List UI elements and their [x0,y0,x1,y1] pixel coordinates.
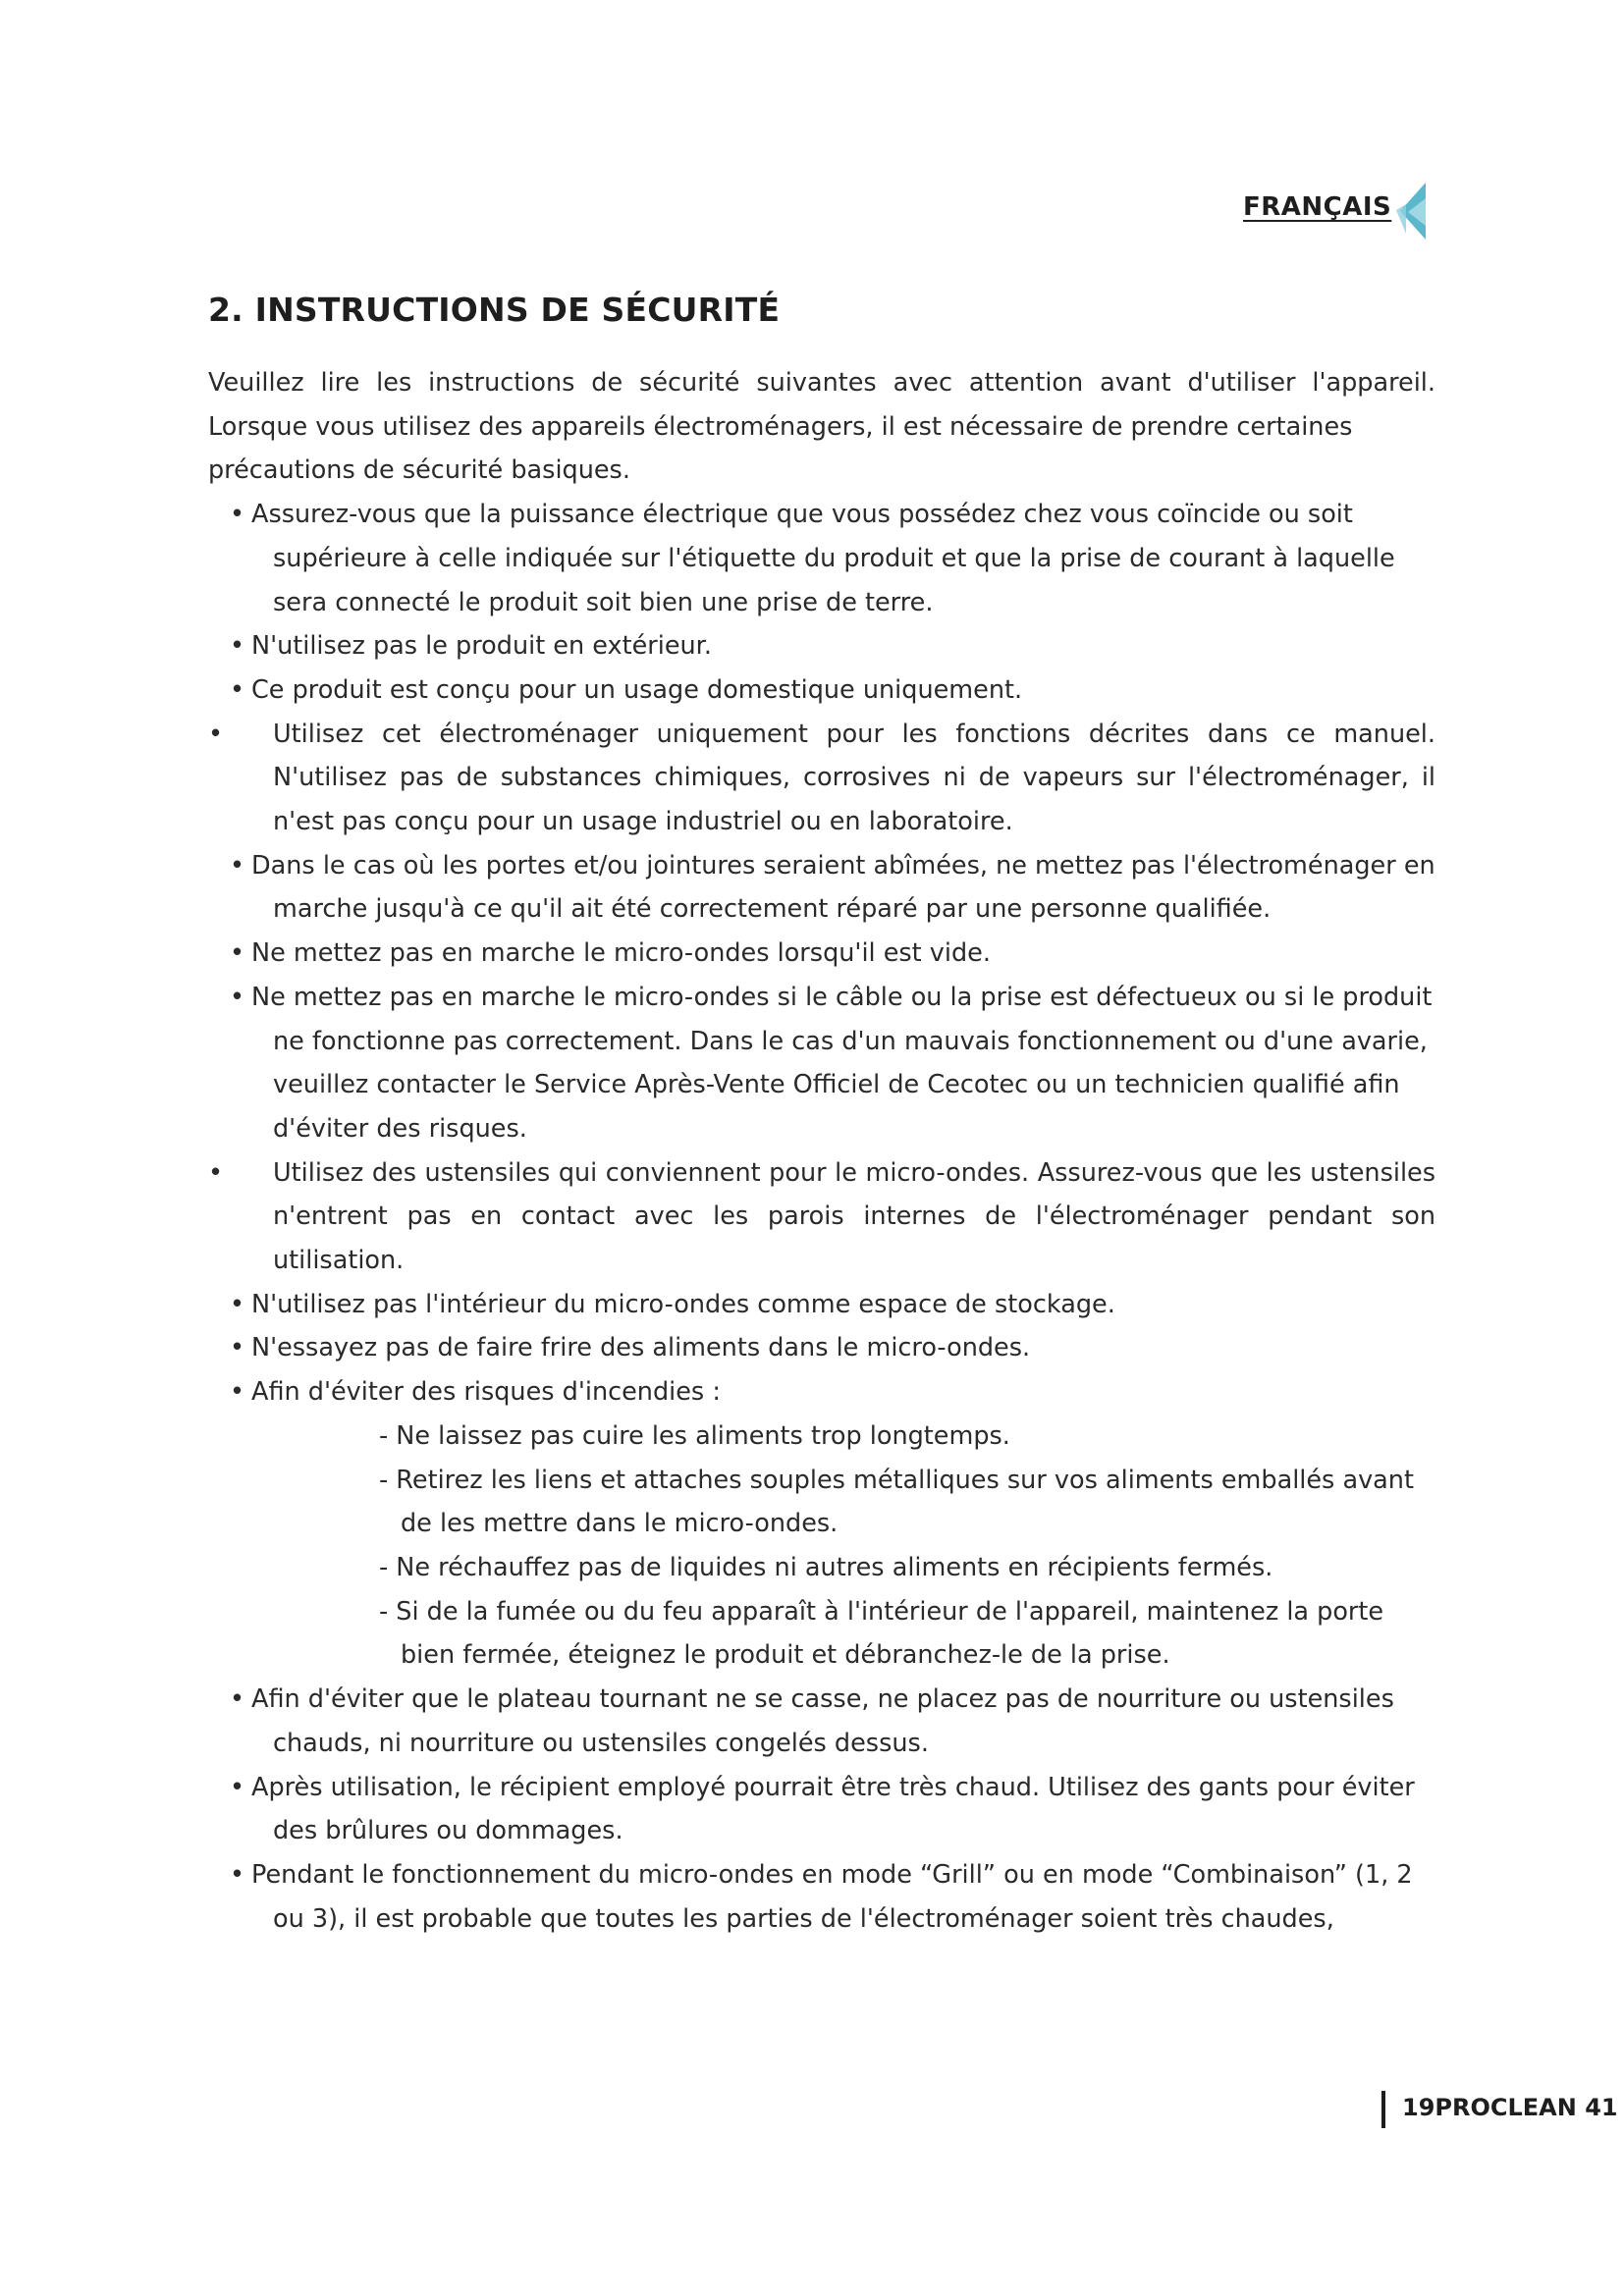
bullet-item: • Ce produit est conçu pour un usage domestique uniquement. [208,668,1435,713]
language-tab-marker [1392,177,1432,245]
fire-sub-list [273,1415,1435,1678]
intro-paragraph [208,361,1435,493]
sub-item: - Ne réchauffez pas de liquides ni autres aliments en récipients fermés. [379,1552,1273,1582]
safety-instructions [208,361,1435,1941]
bullet-item: • Ne mettez pas en marche le micro-ondes si le câble ou la prise est défectueux ou si le produit ne fonctionne pas correctement. Dans le cas d'un mauvais fonctionnement ou d'une avarie, veuillez contacter le Service Après-Vente Officiel de Cecotec ou un technicien qualifié afin d'éviter des risques. [208,976,1435,1151]
bullet-item: • Utilisez cet électroménager uniquement pour les fonctions décrites dans ce manuel. N'utilisez pas de substances chimiques, corrosives ni de vapeurs sur l'électroménager, il n'est pas conçu pour un usage industriel ou en laboratoire. [208,713,1435,844]
bullet-item-fire-risks-text: Afin d'éviter des risques d'incendies : [251,1377,721,1408]
intro-line-3: précautions de sécurité basiques. [208,455,630,486]
sub-item: - Retirez les liens et attaches souples métalliques sur vos aliments emballés avant de les mettre dans le micro-ondes. [379,1465,1414,1539]
bullet-item-fire-risks [208,1370,1435,1678]
marker-triangle-low [1396,204,1406,234]
language-label: FRANÇAIS [1243,192,1392,222]
bullet-item: • Assurez-vous que la puissance électrique que vous possédez chez vous coïncide ou soit supérieure à celle indiquée sur l'étiquette du produit et que la prise de courant à laquelle sera connecté le produit soit bien une prise de terre. [208,493,1435,624]
bullet-item: • Dans le cas où les portes et/ou jointures seraient abîmées, ne mettez pas l'électroménager en marche jusqu'à ce qu'il ait été correctement réparé par une personne qualifiée. [208,844,1435,932]
intro-line-1: Veuillez lire les instructions de sécurité suivantes avec attention avant d'utiliser l'appareil. [208,368,1435,398]
safety-bullet-list [208,493,1435,1941]
footer-divider [1381,2091,1385,2128]
bullet-item: • N'utilisez pas le produit en extérieur. [208,624,1435,668]
intro-line-2: Lorsque vous utilisez des appareils électroménagers, il est nécessaire de prendre certaines [208,411,1353,442]
bullet-item: • Utilisez des ustensiles qui conviennent pour le micro-ondes. Assurez-vous que les ustensiles n'entrent pas en contact avec les parois internes de l'électroménager pendant son utilisation. [208,1151,1435,1283]
bullet-item: • Pendant le fonctionnement du micro-ondes en mode “Grill” ou en mode “Combinaison” (1, 2 ou 3), il est probable que toutes les parties de l'électroménager soient très chaudes, [208,1853,1435,1941]
sub-item: - Ne laissez pas cuire les aliments trop longtemps. [379,1420,1010,1451]
bullet-item: • Ne mettez pas en marche le micro-ondes lorsqu'il est vide. [208,932,1435,976]
bullet-item: • Afin d'éviter que le plateau tournant ne se casse, ne placez pas de nourriture ou ustensiles chauds, ni nourriture ou ustensiles congelés dessus. [208,1678,1435,1765]
section-title: 2. INSTRUCTIONS DE SÉCURITÉ [208,291,781,329]
footer-model-page: 19PROCLEAN 41 [1402,2094,1618,2121]
bullet-item: • N'essayez pas de faire frire des aliments dans le micro-ondes. [208,1326,1435,1370]
sub-item: - Si de la fumée ou du feu apparaît à l'intérieur de l'appareil, maintenez la porte bien fermée, éteignez le produit et débranchez-le de la prise. [379,1596,1384,1671]
bullet-item: • Après utilisation, le récipient employé pourrait être très chaud. Utilisez des gants pour éviter des brûlures ou dommages. [208,1766,1435,1853]
bullet-item: • N'utilisez pas l'intérieur du micro-ondes comme espace de stockage. [208,1283,1435,1327]
